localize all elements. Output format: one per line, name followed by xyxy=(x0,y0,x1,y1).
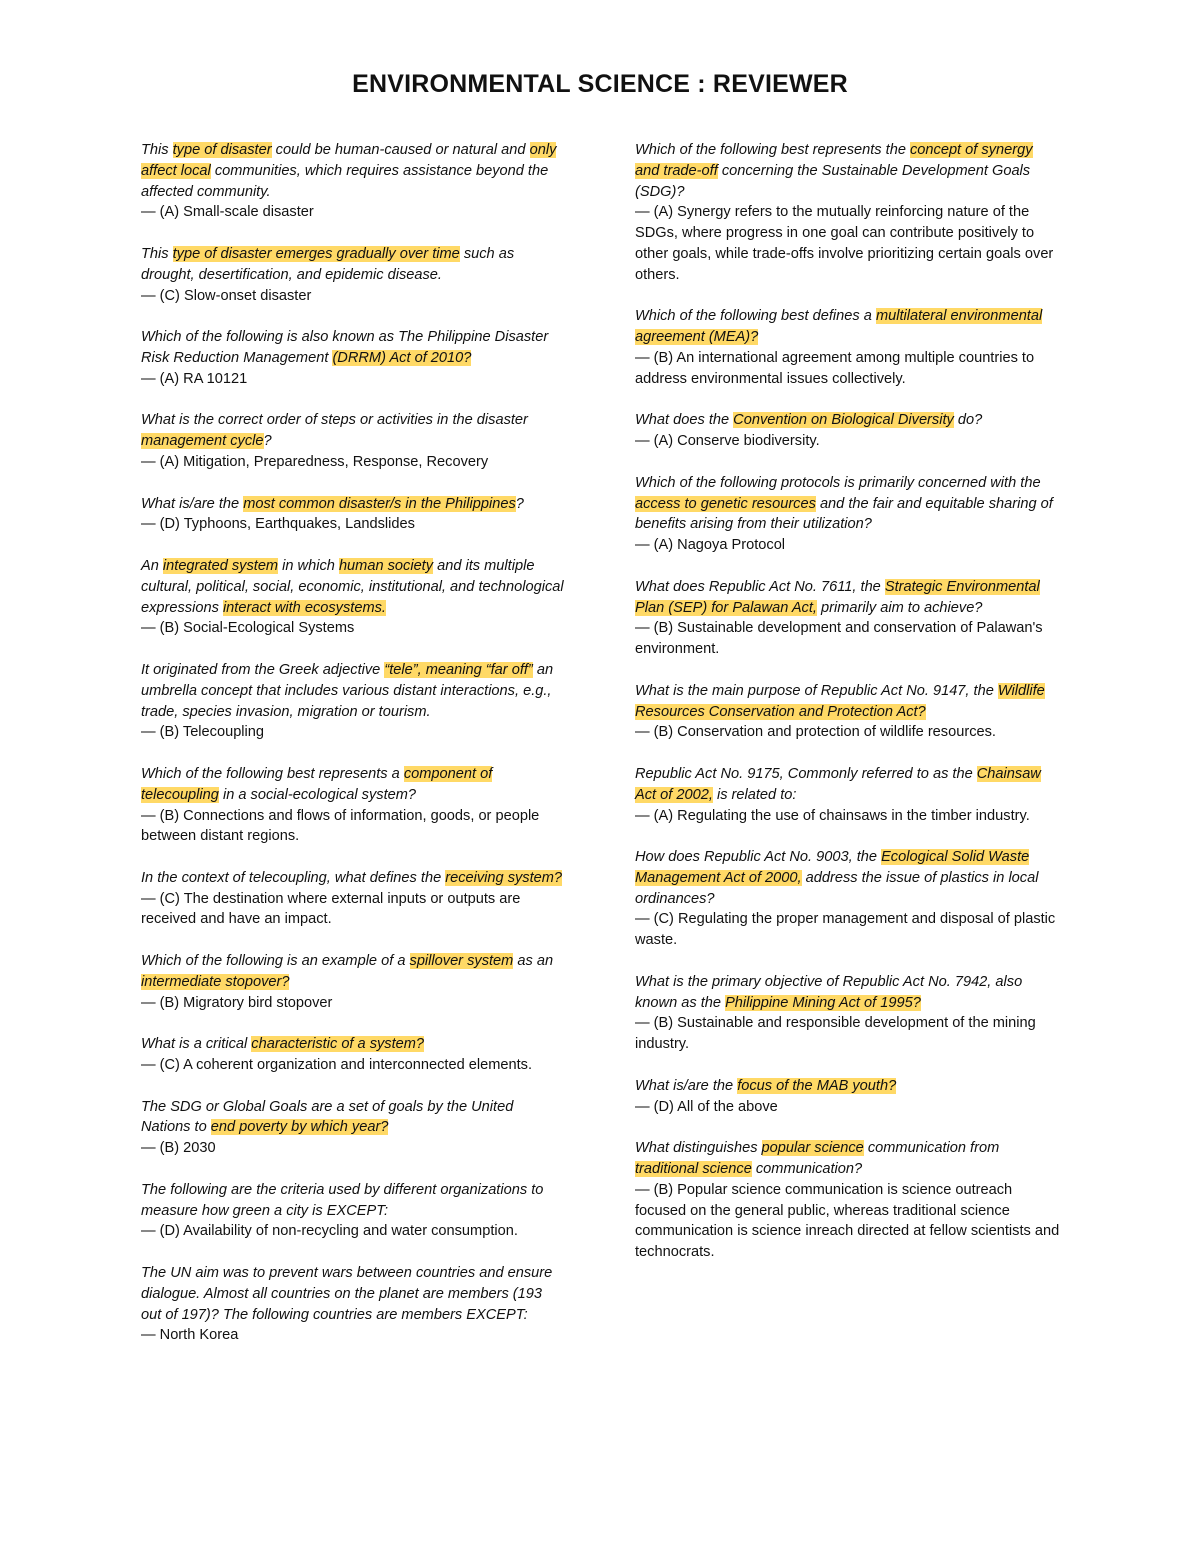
qa-item xyxy=(141,1034,566,1076)
highlighted-phrase: type of disaster xyxy=(172,142,272,158)
question-text xyxy=(635,764,1060,806)
qa-item xyxy=(635,847,1060,951)
answer-text: — (D) Typhoons, Earthquakes, Landslides xyxy=(141,516,415,533)
question-segment: The following are the criteria used by different organizations to measure how green a city is EXCEPT: xyxy=(141,1181,544,1219)
question-segment: Which of the following best represents the xyxy=(635,142,910,158)
question-segment: What is the correct order of steps or activities in the disaster xyxy=(141,412,528,429)
page-title: ENVIRONMENTAL SCIENCE : REVIEWER xyxy=(352,70,848,98)
question-segment: Which of the following is an example of a xyxy=(141,953,410,970)
highlighted-phrase: multilateral environmental agreement (MEA)? xyxy=(635,308,1043,346)
highlighted-phrase: human society xyxy=(338,557,434,574)
qa-item xyxy=(635,577,1060,660)
question-segment: communication from xyxy=(863,1140,1000,1157)
answer-text: — (A) Regulating the use of chainsaws in the timber industry. xyxy=(635,807,1030,824)
question-segment: What is the primary objective of Republic Act No. 7942, also known as the xyxy=(635,973,1023,1011)
answer-text: — (C) Slow-onset disaster xyxy=(141,287,312,304)
highlighted-phrase: only affect local xyxy=(141,142,557,179)
question-segment: Which of the following best defines a xyxy=(635,308,876,325)
highlighted-phrase: receiving system? xyxy=(445,869,563,886)
question-text xyxy=(141,1034,566,1055)
answer-text: — (B) Sustainable development and conservation of Palawan's environment. xyxy=(635,620,1043,658)
qa-item xyxy=(141,410,566,472)
answer-text: — (D) Availability of non-recycling and water consumption. xyxy=(141,1223,518,1240)
question-text xyxy=(635,972,1060,1014)
question-segment: The UN aim was to prevent wars between countries and ensure dialogue. Almost all countries on the planet are members (193 out of 197)? The following countries are members EXCEPT: xyxy=(141,1265,553,1323)
qa-item xyxy=(635,1076,1060,1118)
answer-text: — (B) Social-Ecological Systems xyxy=(141,620,355,637)
question-segment: do? xyxy=(953,412,983,429)
answer-text: — (B) Telecoupling xyxy=(141,724,265,741)
question-segment: an umbrella concept that includes various distant interactions, e.g., trade, species invasion, migration or tourism. xyxy=(141,661,554,720)
qa-item xyxy=(141,1263,566,1346)
highlighted-phrase: Convention on Biological Diversity xyxy=(733,412,954,429)
qa-item xyxy=(635,1138,1060,1263)
question-segment: address the issue of plastics in local ordinances? xyxy=(635,869,1039,907)
highlighted-phrase: component of telecoupling xyxy=(141,765,493,803)
qa-item xyxy=(635,764,1060,826)
highlighted-phrase: intermediate stopover? xyxy=(141,973,290,990)
question-text xyxy=(635,410,1060,431)
question-segment: as an xyxy=(513,953,554,970)
qa-item xyxy=(141,244,566,306)
highlighted-phrase: end poverty by which year? xyxy=(210,1119,389,1136)
question-segment: It originated from the Greek adjective xyxy=(141,661,385,678)
question-segment: Which of the following best represents a xyxy=(141,765,404,782)
answer-text: — North Korea xyxy=(141,1327,239,1344)
qa-item xyxy=(635,140,1060,286)
answer-text: — (C) The destination where external inputs or outputs are received and have an impact. xyxy=(141,890,521,928)
question-segment: This xyxy=(141,142,173,158)
question-text xyxy=(635,140,1060,202)
question-text xyxy=(635,1076,1060,1097)
question-segment: What is/are the xyxy=(141,495,244,512)
highlighted-phrase: management cycle xyxy=(141,433,264,450)
answer-text: — (B) Connections and flows of information, goods, or people between distant regions. xyxy=(141,807,540,845)
highlighted-phrase: concept of synergy and trade-off xyxy=(635,142,1033,179)
question-text xyxy=(635,1138,1060,1180)
highlighted-phrase: popular science xyxy=(761,1140,864,1157)
qa-item xyxy=(141,556,566,639)
qa-item xyxy=(141,1180,566,1242)
question-segment: ? xyxy=(263,433,272,450)
question-text xyxy=(141,244,566,286)
highlighted-phrase: type of disaster emerges gradually over time xyxy=(172,245,460,262)
right-column xyxy=(635,140,1060,1284)
question-segment: What does the xyxy=(635,412,734,429)
question-text xyxy=(635,681,1060,723)
highlighted-phrase: Strategic Environmental Plan (SEP) for Palawan Act, xyxy=(635,578,1040,616)
qa-item xyxy=(141,1097,566,1159)
answer-text: — (B) An international agreement among multiple countries to address environmental issues collectively. xyxy=(635,349,1035,387)
question-segment: In the context of telecoupling, what defines the xyxy=(141,869,446,886)
question-text xyxy=(141,140,566,202)
question-segment: and its multiple cultural, political, social, economic, institutional, and technological expressions xyxy=(141,557,564,616)
question-segment: primarily aim to achieve? xyxy=(816,599,983,616)
question-segment: is related to: xyxy=(712,786,797,803)
question-text xyxy=(141,556,566,618)
qa-item xyxy=(635,473,1060,556)
question-text xyxy=(141,1180,566,1222)
highlighted-phrase: Chainsaw Act of 2002, xyxy=(635,765,1041,803)
answer-text: — (B) Sustainable and responsible development of the mining industry. xyxy=(635,1015,1036,1053)
answer-text: — (C) Regulating the proper management and disposal of plastic waste. xyxy=(635,911,1056,949)
highlighted-phrase: characteristic of a system? xyxy=(251,1036,425,1053)
question-text xyxy=(141,1097,566,1139)
question-segment: Which of the following is also known as The Philippine Disaster Risk Reduction Management xyxy=(141,329,549,366)
question-segment: concerning the Sustainable Development Goals (SDG)? xyxy=(635,162,1031,200)
answer-text: — (D) All of the above xyxy=(635,1098,778,1115)
question-segment: What is a critical xyxy=(141,1036,252,1053)
question-segment: Which of the following protocols is primarily concerned with the xyxy=(635,474,1041,491)
question-segment: communities, which requires assistance beyond the affected community. xyxy=(141,162,549,200)
answer-text: — (C) A coherent organization and interconnected elements. xyxy=(141,1057,533,1074)
qa-item xyxy=(635,972,1060,1055)
question-text xyxy=(635,473,1060,535)
qa-item xyxy=(141,494,566,536)
answer-text: — (A) Mitigation, Preparedness, Response, Recovery xyxy=(141,453,489,470)
answer-text: — (A) Small-scale disaster xyxy=(141,204,314,221)
question-segment: An xyxy=(141,557,163,574)
question-segment: such as drought, desertification, and epidemic disease. xyxy=(141,245,515,283)
answer-text: — (B) Popular science communication is science outreach focused on the general public, whereas traditional science communication is science inreach directed at fellow scientists and technocrats. xyxy=(635,1181,1060,1261)
question-text xyxy=(141,764,566,806)
answer-text: — (A) Nagoya Protocol xyxy=(635,537,786,554)
question-segment: could be human-caused or natural and xyxy=(271,142,530,158)
question-text xyxy=(141,660,566,722)
question-text xyxy=(141,410,566,452)
question-segment: and the fair and equitable sharing of benefits arising from their utilization? xyxy=(635,495,1053,533)
question-segment: What does Republic Act No. 7611, the xyxy=(635,578,885,595)
answer-text: — (A) RA 10121 xyxy=(141,370,248,387)
highlighted-phrase: integrated system xyxy=(162,557,279,574)
question-text xyxy=(141,327,566,369)
highlighted-phrase: most common disaster/s in the Philippines xyxy=(243,495,516,512)
qa-item xyxy=(141,327,566,389)
highlighted-phrase: Wildlife Resources Conservation and Protection Act? xyxy=(635,682,1045,720)
left-column xyxy=(141,140,566,1367)
qa-item xyxy=(141,868,566,930)
question-text xyxy=(141,494,566,515)
question-text xyxy=(141,868,566,889)
question-segment: What is the main purpose of Republic Act No. 9147, the xyxy=(635,682,998,699)
question-text xyxy=(141,951,566,993)
question-text xyxy=(635,847,1060,909)
qa-item xyxy=(635,410,1060,452)
question-segment: This xyxy=(141,245,173,262)
question-segment: ? xyxy=(515,495,524,512)
question-segment: What distinguishes xyxy=(635,1140,762,1157)
question-segment: Republic Act No. 9175, Commonly referred to as the xyxy=(635,765,977,782)
highlighted-phrase: Philippine Mining Act of 1995? xyxy=(725,994,921,1011)
question-segment: in a social-ecological system? xyxy=(218,786,417,803)
highlighted-phrase: spillover system xyxy=(409,953,514,970)
qa-item xyxy=(141,951,566,1013)
question-segment: What is/are the xyxy=(635,1077,738,1094)
qa-item xyxy=(635,681,1060,743)
answer-text: — (B) 2030 xyxy=(141,1140,216,1157)
answer-text: — (B) Migratory bird stopover xyxy=(141,994,333,1011)
highlighted-phrase: access to genetic resources xyxy=(635,495,816,512)
answer-text: — (A) Conserve biodiversity. xyxy=(635,433,820,450)
question-segment: The SDG or Global Goals are a set of goals by the United Nations to xyxy=(141,1098,514,1136)
answer-text: — (A) Synergy refers to the mutually reinforcing nature of the SDGs, where progress in one goal can contribute positively to other goals, while trade-offs involve prioritizing certain goals over others. xyxy=(635,204,1054,283)
qa-item xyxy=(141,764,566,847)
highlighted-phrase: traditional science xyxy=(635,1161,752,1178)
highlighted-phrase: focus of the MAB youth? xyxy=(737,1077,897,1094)
answer-text: — (B) Conservation and protection of wildlife resources. xyxy=(635,724,996,741)
highlighted-phrase: “tele”, meaning “far off” xyxy=(384,661,533,678)
question-segment: in which xyxy=(278,557,339,574)
highlighted-phrase: Ecological Solid Waste Management Act of 2000, xyxy=(635,849,1030,886)
question-text xyxy=(635,577,1060,619)
qa-item xyxy=(635,306,1060,389)
highlighted-phrase: (DRRM) Act of 2010? xyxy=(332,349,472,366)
question-segment: How does Republic Act No. 9003, the xyxy=(635,849,882,866)
qa-item xyxy=(141,140,566,223)
qa-item xyxy=(141,660,566,743)
question-text xyxy=(141,1263,566,1325)
question-text xyxy=(635,306,1060,348)
question-segment: communication? xyxy=(751,1161,863,1178)
highlighted-phrase: interact with ecosystems. xyxy=(222,599,386,616)
